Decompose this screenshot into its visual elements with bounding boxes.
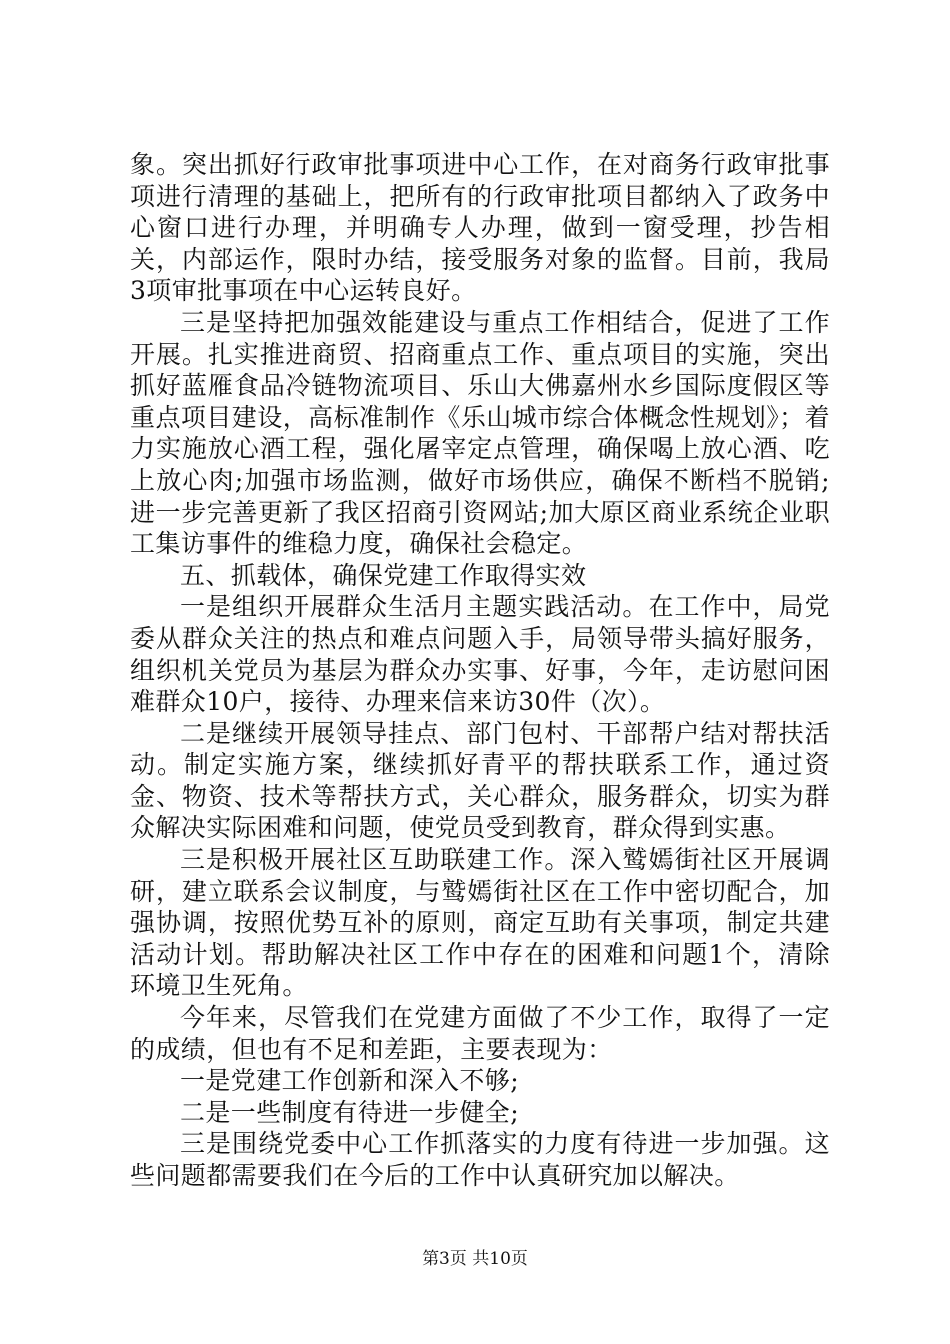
page-footer: 第3页 共10页 <box>422 1249 528 1269</box>
paragraph-efficiency-key-work: 三是坚持把加强效能建设与重点工作相结合，促进了工作开展。扎实推进商贸、招商重点工作、重点项目的实施，突出抓好蓝雁食品冷链物流项目、乐山大佛嘉州水乡国际度假区等重点项目建设，高标准制作《乐山城市综合体概念性规划》；着力实施放心酒工程，强化屠宰定点管理，确保喝上放心酒、吃上放心肉;加强市场监测，做好市场供应，确保不断档不脱销;进一步完善更新了我区招商引资网站;加大原区商业系统企业职工集访事件的维稳力度，确保社会稳定。 <box>130 307 830 559</box>
document-body <box>130 149 830 1192</box>
paragraph-shortcoming-three: 三是围绕党委中心工作抓落实的力度有待进一步加强。这些问题都需要我们在今后的工作中认真研究加以解决。 <box>130 1129 830 1190</box>
section-heading-five: 五、抓载体，确保党建工作取得实效 <box>180 560 587 590</box>
paragraph-shortcomings-intro: 今年来，尽管我们在党建方面做了不少工作，取得了一定的成绩，但也有不足和差距，主要表现为： <box>130 1003 830 1064</box>
paragraph-assistance-activity: 二是继续开展领导挂点、部门包村、干部帮户结对帮扶活动。制定实施方案，继续抓好青平的帮扶联系工作，通过资金、物资、技术等帮扶方式，关心群众，服务群众，切实为群众解决实际困难和问题，使党员受到教育，群众得到实惠。 <box>130 718 830 843</box>
paragraph-shortcoming-one: 一是党建工作创新和深入不够; <box>180 1066 520 1096</box>
paragraph-mass-life-month: 一是组织开展群众生活月主题实践活动。在工作中，局党委从群众关注的热点和难点问题入手，局领导带头搞好服务，组织机关党员为基层为群众办实事、好事，今年，走访慰问困难群众10户，接待、办理来信来访30件（次）。 <box>130 592 830 717</box>
paragraph-community-building: 三是积极开展社区互助联建工作。深入鹫嫣街社区开展调研，建立联系会议制度，与鹫嫣街社区在工作中密切配合，加强协调，按照优势互补的原则，商定互助有关事项，制定共建活动计划。帮助解决社区工作中存在的困难和问题1个，清除环境卫生死角。 <box>130 845 830 1001</box>
paragraph-shortcoming-two: 二是一些制度有待进一步健全; <box>180 1097 520 1127</box>
paragraph-continuation: 象。突出抓好行政审批事项进中心工作，在对商务行政审批事项进行清理的基础上，把所有的行政审批项目都纳入了政务中心窗口进行办理，并明确专人办理，做到一窗受理，抄告相关，内部运作，限时办结，接受服务对象的监督。目前，我局3项审批事项在中心运转良好。 <box>130 150 830 306</box>
